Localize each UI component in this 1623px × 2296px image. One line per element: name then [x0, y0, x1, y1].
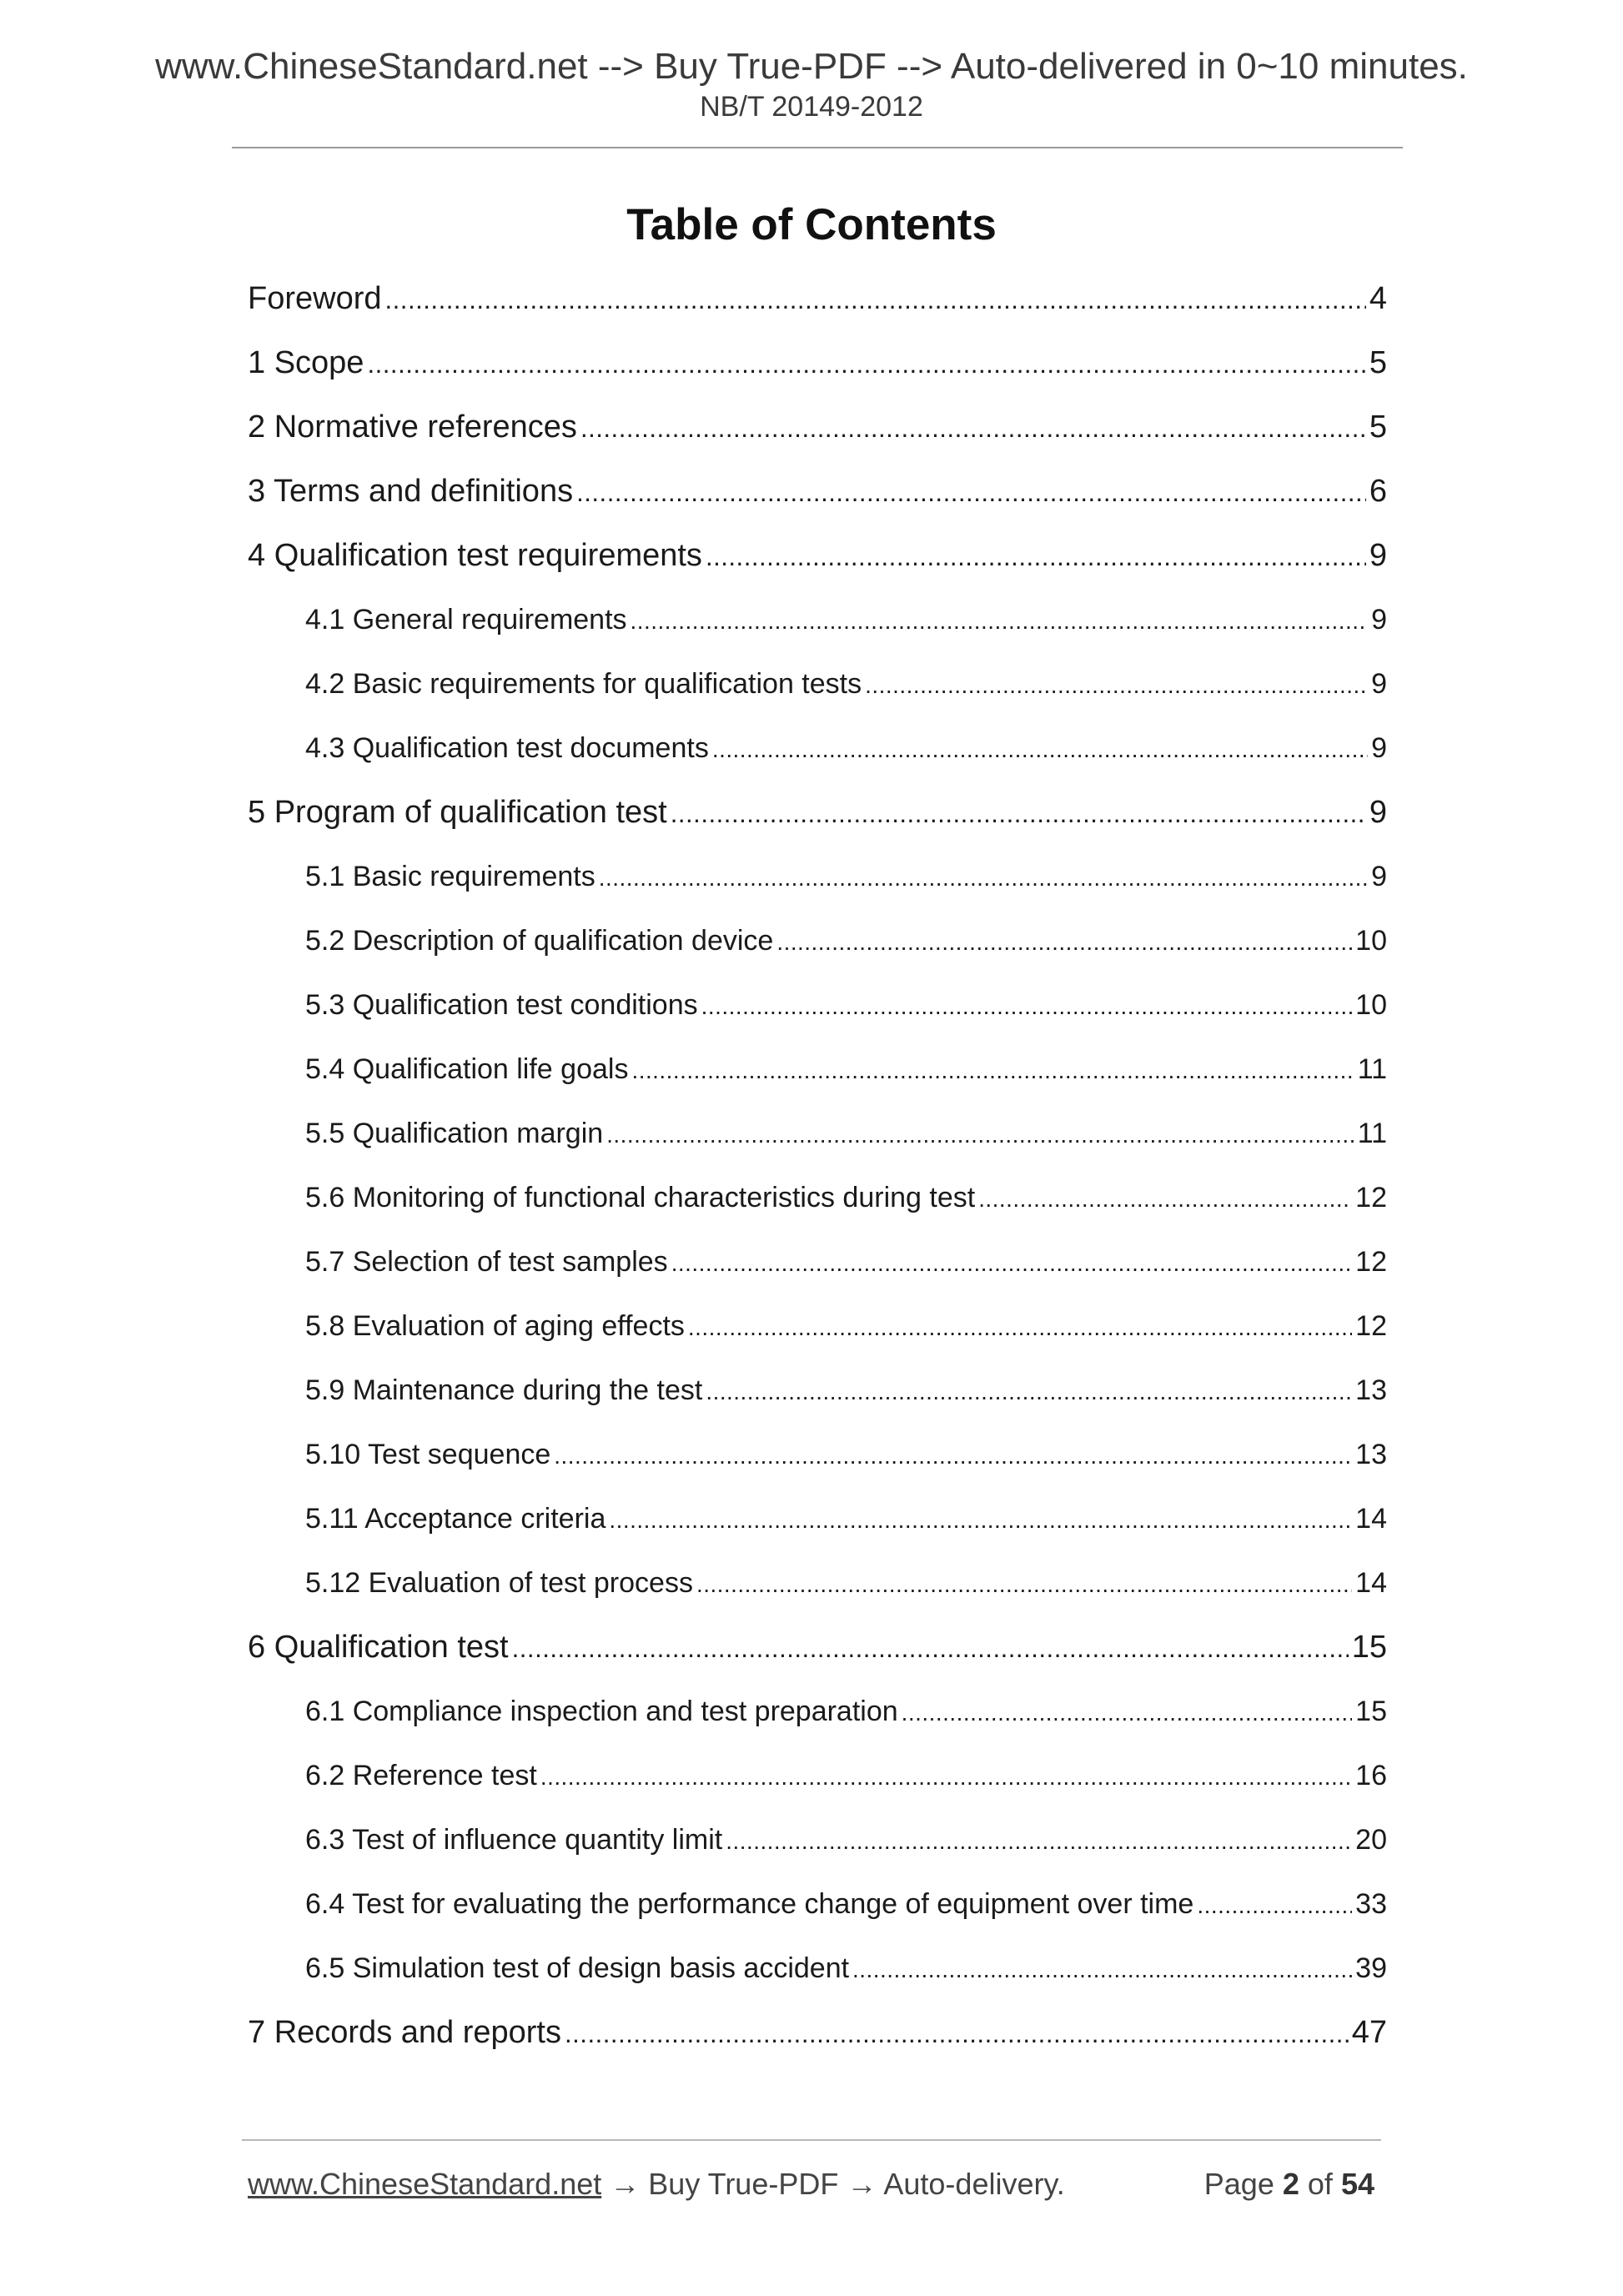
- toc-page-number: 11: [1357, 1053, 1387, 1085]
- toc-page-number: 9: [1369, 795, 1387, 830]
- toc-page-number: 47: [1351, 2015, 1387, 2050]
- toc-entry-title: 3 Terms and definitions: [248, 474, 574, 509]
- toc-entry-5-11[interactable]: [305, 1500, 1387, 1539]
- toc-entry-title: 4.3 Qualification test documents: [305, 732, 709, 764]
- toc-entry-title: 5.1 Basic requirements: [305, 861, 595, 892]
- toc-leader-dots: [726, 1823, 1352, 1860]
- toc-entry-title: 5.11 Acceptance criteria: [305, 1503, 606, 1535]
- toc-page-number: 11: [1357, 1118, 1387, 1149]
- toc-leader-dots: [565, 2014, 1349, 2054]
- toc-entry-records-and-reports[interactable]: [248, 2012, 1387, 2054]
- toc-leader-dots: [852, 1952, 1352, 1988]
- toc-leader-dots: [385, 280, 1366, 320]
- toc-page-number: 5: [1369, 345, 1387, 380]
- header-banner: www.ChineseStandard.net --> Buy True-PDF --> Auto-delivered in 0~10 minutes.: [155, 46, 1468, 87]
- toc-leader-dots: [576, 473, 1366, 513]
- toc-page-number: 14: [1355, 1567, 1387, 1599]
- toc-leader-dots: [1197, 1887, 1352, 1924]
- toc-page-number: 4: [1369, 281, 1387, 316]
- toc-entry-4-1[interactable]: [305, 601, 1387, 640]
- toc-entry-title: 5 Program of qualification test: [248, 795, 667, 830]
- toc-entry-5-9[interactable]: [305, 1372, 1387, 1410]
- toc-leader-dots: [606, 1117, 1354, 1153]
- toc-entry-title: 5.8 Evaluation of aging effects: [305, 1310, 685, 1342]
- footer-divider: [242, 2139, 1381, 2141]
- footer-delivery-text: Auto-delivery.: [883, 2167, 1065, 2201]
- toc-entry-program-of-qualification-test[interactable]: [248, 792, 1387, 834]
- footer-site-link[interactable]: www.ChineseStandard.net: [248, 2167, 602, 2201]
- total-pages-number: 54: [1340, 2167, 1374, 2201]
- toc-page-number: 20: [1355, 1824, 1387, 1856]
- toc-leader-dots: [696, 1566, 1352, 1603]
- toc-entry-5-1[interactable]: [305, 858, 1387, 897]
- toc-leader-dots: [540, 1759, 1352, 1796]
- toc-page-number: 12: [1355, 1310, 1387, 1342]
- toc-page-number: 10: [1355, 989, 1387, 1021]
- toc-page-number: 6: [1369, 474, 1387, 509]
- toc-entry-5-5[interactable]: [305, 1115, 1387, 1153]
- toc-entry-4-3[interactable]: [305, 730, 1387, 768]
- toc-page-number: 13: [1355, 1374, 1387, 1406]
- toc-entry-title: 5.7 Selection of test samples: [305, 1246, 668, 1278]
- toc-leader-dots: [631, 1053, 1354, 1089]
- toc-page-number: 13: [1355, 1439, 1387, 1470]
- page-label: Page: [1203, 2167, 1274, 2201]
- toc-entry-title: 5.2 Description of qualification device: [305, 925, 774, 957]
- toc-leader-dots: [671, 794, 1366, 834]
- toc-leader-dots: [902, 1695, 1353, 1731]
- toc-entry-title: 6.2 Reference test: [305, 1760, 537, 1791]
- toc-page-number: 15: [1351, 1630, 1387, 1665]
- toc-entry-4-2[interactable]: [305, 666, 1387, 704]
- toc-entry-title: 6.3 Test of influence quantity limit: [305, 1824, 723, 1856]
- toc-entry-6-3[interactable]: [305, 1821, 1387, 1860]
- toc-entry-title: 4.2 Basic requirements for qualification tests: [305, 668, 862, 700]
- toc-entry-title: Foreword: [248, 281, 382, 316]
- toc-entry-normative-references[interactable]: [248, 407, 1387, 449]
- toc-entry-5-7[interactable]: [305, 1243, 1387, 1282]
- toc-leader-dots: [554, 1438, 1352, 1475]
- toc-entry-6-5[interactable]: [305, 1950, 1387, 1988]
- toc-leader-dots: [776, 924, 1352, 961]
- footer-buy-text: Buy True-PDF: [648, 2167, 839, 2201]
- toc-entry-qualification-test-requirements[interactable]: [248, 535, 1387, 577]
- toc-page-number: 9: [1369, 538, 1387, 573]
- toc-entry-title: 5.4 Qualification life goals: [305, 1053, 629, 1085]
- toc-entry-title: 6.4 Test for evaluating the performance change of equipment over time: [305, 1888, 1194, 1920]
- arrow-right-icon: →: [610, 2167, 641, 2201]
- toc-entry-5-10[interactable]: [305, 1436, 1387, 1475]
- toc-leader-dots: [609, 1502, 1352, 1539]
- toc-entry-6-4[interactable]: [305, 1886, 1387, 1924]
- toc-page-number: 10: [1355, 925, 1387, 957]
- toc-entry-title: 5.3 Qualification test conditions: [305, 989, 698, 1021]
- toc-entry-title: 5.5 Qualification margin: [305, 1118, 604, 1149]
- toc-leader-dots: [706, 1374, 1352, 1410]
- toc-page-number: 16: [1355, 1760, 1387, 1791]
- toc-entry-title: 6 Qualification test: [248, 1630, 509, 1665]
- toc-leader-dots: [512, 1629, 1349, 1669]
- toc-leader-dots: [712, 731, 1368, 768]
- toc-entry-5-3[interactable]: [305, 987, 1387, 1025]
- toc-entry-title: 4 Qualification test requirements: [248, 538, 702, 573]
- toc-leader-dots: [706, 537, 1366, 577]
- page-of-label: of: [1307, 2167, 1333, 2201]
- toc-page-number: 12: [1355, 1182, 1387, 1213]
- toc-entry-5-4[interactable]: [305, 1051, 1387, 1089]
- arrow-right-icon: →: [847, 2167, 877, 2201]
- toc-entry-6-1[interactable]: [305, 1693, 1387, 1731]
- toc-entry-title: 5.6 Monitoring of functional characteristics during test: [305, 1182, 976, 1213]
- toc-page-number: 14: [1355, 1503, 1387, 1535]
- toc-entry-foreword[interactable]: [248, 279, 1387, 320]
- toc-leader-dots: [367, 344, 1365, 384]
- toc-leader-dots: [688, 1309, 1352, 1346]
- toc-entry-5-2[interactable]: [305, 922, 1387, 961]
- toc-entry-5-6[interactable]: [305, 1179, 1387, 1218]
- toc-entry-title: 6.1 Compliance inspection and test preparation: [305, 1696, 898, 1727]
- toc-leader-dots: [631, 603, 1369, 640]
- toc-leader-dots: [701, 988, 1353, 1025]
- toc-page-number: 9: [1371, 604, 1387, 636]
- toc-entry-title: 7 Records and reports: [248, 2015, 561, 2050]
- toc-entry-title: 1 Scope: [248, 345, 364, 380]
- toc-leader-dots: [865, 667, 1368, 704]
- toc-title: Table of Contents: [626, 200, 997, 249]
- toc-page-number: 5: [1369, 409, 1387, 445]
- toc-leader-dots: [978, 1181, 1352, 1218]
- toc-entry-title: 6.5 Simulation test of design basis accident: [305, 1952, 850, 1984]
- toc-leader-dots: [580, 409, 1366, 449]
- toc-leader-dots: [599, 860, 1368, 897]
- toc-entry-title: 2 Normative references: [248, 409, 577, 445]
- toc-entry-6-2[interactable]: [305, 1757, 1387, 1796]
- page-indicator: [1204, 2163, 1374, 2205]
- toc-entry-title: 5.9 Maintenance during the test: [305, 1374, 703, 1406]
- toc-page-number: 12: [1355, 1246, 1387, 1278]
- toc-page-number: 9: [1371, 668, 1387, 700]
- toc-entry-terms-and-definitions[interactable]: [248, 471, 1387, 513]
- toc-page-number: 39: [1355, 1952, 1387, 1984]
- toc-entry-title: 4.1 General requirements: [305, 604, 627, 636]
- toc-entry-scope[interactable]: [248, 343, 1387, 384]
- footer-promo: [248, 2163, 1065, 2205]
- standard-code: NB/T 20149-2012: [700, 91, 923, 123]
- toc-leader-dots: [671, 1245, 1352, 1282]
- toc-page-number: 9: [1371, 861, 1387, 892]
- toc-page-number: 33: [1355, 1888, 1387, 1920]
- toc-page-number: 15: [1355, 1696, 1387, 1727]
- toc-entry-title: 5.12 Evaluation of test process: [305, 1567, 693, 1599]
- current-page-number: 2: [1282, 2167, 1299, 2201]
- toc-entry-5-12[interactable]: [305, 1565, 1387, 1603]
- toc-entry-qualification-test[interactable]: [248, 1627, 1387, 1669]
- toc-entry-title: 5.10 Test sequence: [305, 1439, 551, 1470]
- toc-entry-5-8[interactable]: [305, 1308, 1387, 1346]
- page-footer: [248, 2163, 1374, 2205]
- toc-page-number: 9: [1371, 732, 1387, 764]
